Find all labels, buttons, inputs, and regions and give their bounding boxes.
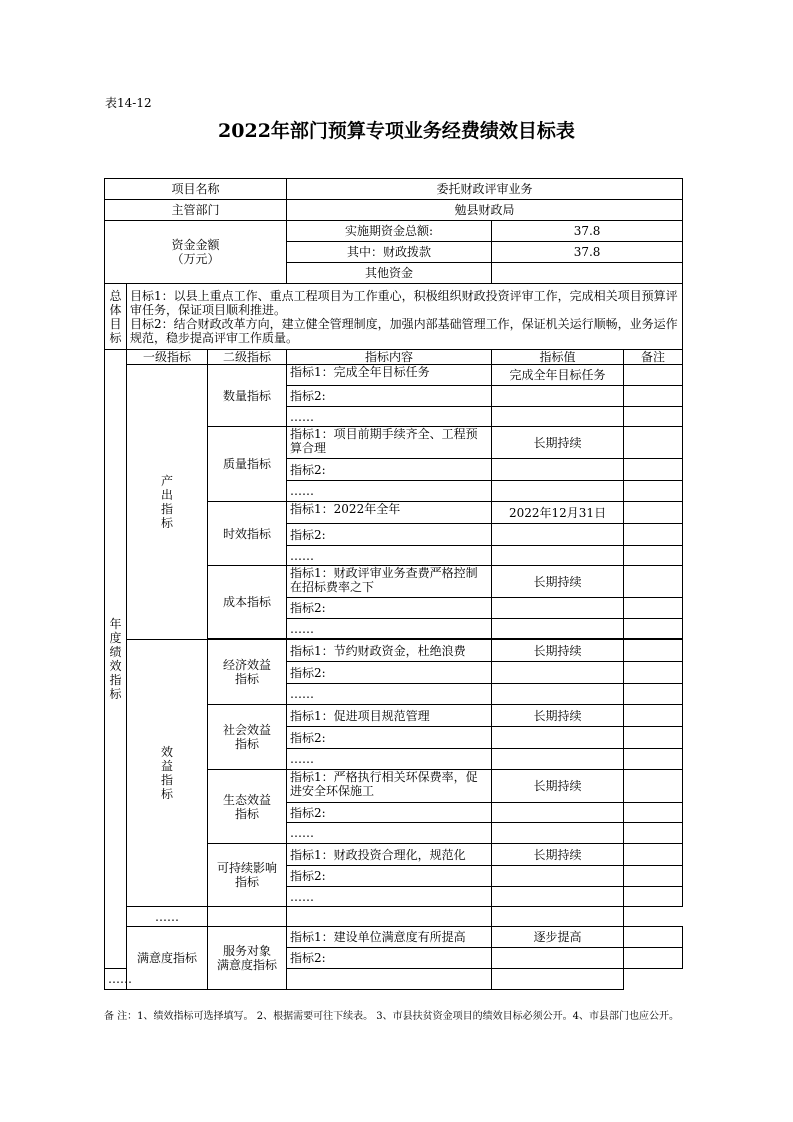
annual-label-char: 标 bbox=[109, 687, 122, 701]
service-remark-1 bbox=[624, 927, 683, 948]
header-content: 指标内容 bbox=[287, 350, 492, 365]
economic-indicator-name bbox=[208, 640, 287, 705]
quality-indicator-2: 指标2: bbox=[287, 459, 492, 481]
sustainable-indicator-1: 指标1：财政投资合理化，规范化 bbox=[287, 844, 492, 866]
sustainable-indicator-name bbox=[208, 844, 287, 907]
social-remark-3 bbox=[624, 749, 683, 770]
other-fund-value bbox=[492, 263, 683, 284]
economic-remark-1 bbox=[624, 640, 683, 662]
economic-remark-2 bbox=[624, 662, 683, 684]
benefit-indicator-label bbox=[127, 640, 208, 907]
timeliness-indicator-2: 指标2: bbox=[287, 524, 492, 546]
satisfaction-indicator-label: 满意度指标 bbox=[127, 927, 208, 990]
output-indicator-label bbox=[127, 365, 208, 640]
annual-label-char: 效 bbox=[109, 659, 122, 673]
social-remark-2 bbox=[624, 727, 683, 749]
sustainable-remark-2 bbox=[624, 866, 683, 887]
timeliness-remark-3 bbox=[624, 546, 683, 566]
timeliness-remark-1 bbox=[624, 502, 683, 524]
output-label-char: 产 bbox=[160, 474, 173, 488]
quality-value-3 bbox=[492, 481, 624, 502]
timeliness-value-1: 2022年12月31日 bbox=[492, 502, 624, 524]
benefit-more-remark bbox=[492, 907, 624, 927]
overall-goal-char: 标 bbox=[109, 330, 122, 345]
total-fund-label: 实施期资金总额: bbox=[287, 221, 492, 242]
table-code: 表14-12 bbox=[105, 96, 152, 110]
service-name-line2: 满意度指标 bbox=[217, 958, 278, 972]
service-value-2 bbox=[492, 948, 624, 969]
ecological-remark-2 bbox=[624, 803, 683, 823]
benefit-more-name: …… bbox=[127, 907, 208, 927]
service-value-1: 逐步提高 bbox=[492, 927, 624, 948]
overall-goal-char: 目 bbox=[109, 316, 122, 331]
timeliness-indicator-name: 时效指标 bbox=[208, 502, 287, 566]
social-indicator-1: 指标1：促进项目规范管理 bbox=[287, 705, 492, 727]
quality-indicator-more: …… bbox=[287, 481, 492, 502]
output-label-char: 标 bbox=[160, 516, 173, 530]
total-fund-value: 37.8 bbox=[492, 221, 683, 242]
fund-label-unit: （万元） bbox=[171, 252, 220, 266]
social-name-line2: 指标 bbox=[235, 737, 260, 751]
annual-label-char: 指 bbox=[109, 673, 122, 687]
overall-goal-label bbox=[105, 284, 127, 350]
dept-value: 勉县财政局 bbox=[287, 200, 683, 221]
benefit-label-char: 效 bbox=[160, 745, 173, 759]
ecological-name-line1: 生态效益 bbox=[223, 792, 272, 807]
header-level1: 一级指标 bbox=[127, 350, 208, 365]
social-name-line1: 社会效益 bbox=[223, 723, 272, 737]
economic-indicator-1: 指标1：节约财政资金，杜绝浪费 bbox=[287, 640, 492, 662]
ecological-value-1: 长期持续 bbox=[492, 770, 624, 803]
cost-remark-3 bbox=[624, 619, 683, 639]
ecological-name-line2: 指标 bbox=[235, 806, 260, 821]
cost-value-1: 长期持续 bbox=[492, 566, 624, 598]
quantity-value-3 bbox=[492, 407, 624, 427]
social-value-3 bbox=[492, 749, 624, 770]
benefit-label-char: 益 bbox=[160, 759, 173, 773]
header-level2: 二级指标 bbox=[208, 350, 287, 365]
quantity-indicator-1: 指标1：完成全年目标任务 bbox=[287, 365, 492, 386]
quantity-indicator-2: 指标2: bbox=[287, 386, 492, 407]
quality-remark-3 bbox=[624, 481, 683, 502]
cost-value-2 bbox=[492, 598, 624, 619]
ecological-indicator-name bbox=[208, 770, 287, 844]
quality-value-1: 长期持续 bbox=[492, 427, 624, 459]
service-value-3 bbox=[287, 969, 492, 990]
quantity-remark-1 bbox=[624, 365, 683, 386]
quality-value-2 bbox=[492, 459, 624, 481]
ecological-remark-3 bbox=[624, 823, 683, 844]
other-fund-label: 其他资金 bbox=[287, 263, 492, 284]
benefit-more-value bbox=[287, 907, 492, 927]
fund-label-text: 资金金额 bbox=[171, 238, 220, 252]
quantity-value-2 bbox=[492, 386, 624, 407]
sustainable-value-3 bbox=[492, 887, 624, 907]
fund-label bbox=[105, 221, 287, 284]
sustainable-indicator-2: 指标2: bbox=[287, 866, 492, 887]
social-indicator-name bbox=[208, 705, 287, 770]
quality-remark-2 bbox=[624, 459, 683, 481]
timeliness-indicator-more: …… bbox=[287, 546, 492, 566]
overall-goal-char: 总 bbox=[109, 288, 122, 303]
cost-indicator-1: 指标1：财政评审业务查费严格控制在招标费率之下 bbox=[287, 566, 492, 598]
economic-name-line2: 指标 bbox=[235, 672, 260, 686]
dept-label: 主管部门 bbox=[105, 200, 287, 221]
output-label-char: 指 bbox=[160, 502, 173, 516]
sustainable-value-1: 长期持续 bbox=[492, 844, 624, 866]
cost-remark-2 bbox=[624, 598, 683, 619]
service-indicator-more: …… bbox=[105, 969, 127, 990]
service-remark-2 bbox=[624, 948, 683, 969]
fiscal-fund-label: 其中：财政拨款 bbox=[287, 242, 492, 263]
economic-indicator-2: 指标2: bbox=[287, 662, 492, 684]
cost-remark-1 bbox=[624, 566, 683, 598]
timeliness-indicator-1: 指标1：2022年全年 bbox=[287, 502, 492, 524]
service-remark-3 bbox=[492, 969, 624, 990]
cost-indicator-2: 指标2: bbox=[287, 598, 492, 619]
project-name-label: 项目名称 bbox=[105, 179, 287, 200]
sustainable-remark-3 bbox=[624, 887, 683, 907]
ecological-value-2 bbox=[492, 803, 624, 823]
quantity-indicator-more: …… bbox=[287, 407, 492, 427]
annual-label-char: 年 bbox=[109, 617, 122, 631]
header-value: 指标值 bbox=[492, 350, 624, 365]
quantity-remark-2 bbox=[624, 386, 683, 407]
economic-value-3 bbox=[492, 684, 624, 705]
economic-value-1: 长期持续 bbox=[492, 640, 624, 662]
service-indicator-1: 指标1：建设单位满意度有所提高 bbox=[287, 927, 492, 948]
cost-indicator-name: 成本指标 bbox=[208, 566, 287, 639]
annual-label-char: 度 bbox=[109, 631, 122, 645]
economic-name-line1: 经济效益 bbox=[223, 658, 272, 672]
header-remark: 备注 bbox=[624, 350, 683, 365]
page-title: 2022年部门预算专项业务经费绩效目标表 bbox=[218, 120, 575, 142]
quality-indicator-1: 指标1：项目前期手续齐全、工程预算合理 bbox=[287, 427, 492, 459]
benefit-more-content bbox=[208, 907, 287, 927]
sustainable-name-line1: 可持续影响 bbox=[217, 861, 278, 875]
overall-goal-char: 体 bbox=[109, 302, 122, 317]
quantity-indicator-name: 数量指标 bbox=[208, 365, 287, 427]
annual-indicator-label bbox=[105, 350, 127, 969]
overall-goal-1: 目标1：以县上重点工作、重点工程项目为工作重心，积极组织财政投资评审工作，完成相关项目预算评审任务，保证项目顺利推进。 bbox=[130, 288, 678, 317]
timeliness-remark-2 bbox=[624, 524, 683, 546]
cost-value-3 bbox=[492, 619, 624, 639]
economic-remark-3 bbox=[624, 684, 683, 705]
ecological-indicator-2: 指标2: bbox=[287, 803, 492, 823]
ecological-indicator-more: …… bbox=[287, 823, 492, 844]
cost-indicator-more: …… bbox=[287, 619, 492, 639]
annual-label-char: 绩 bbox=[109, 645, 122, 659]
sustainable-name-line2: 指标 bbox=[235, 875, 260, 889]
output-label-char: 出 bbox=[160, 488, 173, 502]
ecological-indicator-1: 指标1：严格执行相关环保费率，促进安全环保施工 bbox=[287, 770, 492, 803]
project-name-value: 委托财政评审业务 bbox=[287, 179, 683, 200]
economic-value-2 bbox=[492, 662, 624, 684]
benefit-label-char: 指 bbox=[160, 773, 173, 787]
economic-indicator-more: …… bbox=[287, 684, 492, 705]
social-value-2 bbox=[492, 727, 624, 749]
social-value-1: 长期持续 bbox=[492, 705, 624, 727]
quality-remark-1 bbox=[624, 427, 683, 459]
overall-goal-2: 目标2：结合财政改革方向，建立健全管理制度，加强内部基础管理工作，保证机关运行顺畅，业务运作规范，稳步提高评审工作质量。 bbox=[130, 316, 678, 345]
social-indicator-2: 指标2: bbox=[287, 727, 492, 749]
performance-table bbox=[104, 178, 683, 990]
quantity-remark-3 bbox=[624, 407, 683, 427]
fiscal-fund-value: 37.8 bbox=[492, 242, 683, 263]
benefit-label-char: 标 bbox=[160, 787, 173, 801]
social-remark-1 bbox=[624, 705, 683, 727]
timeliness-value-2 bbox=[492, 524, 624, 546]
social-indicator-more: …… bbox=[287, 749, 492, 770]
sustainable-indicator-more: …… bbox=[287, 887, 492, 907]
sustainable-remark-1 bbox=[624, 844, 683, 866]
service-name-line1: 服务对象 bbox=[223, 944, 272, 958]
sustainable-value-2 bbox=[492, 866, 624, 887]
timeliness-value-3 bbox=[492, 546, 624, 566]
overall-goal-content bbox=[127, 284, 683, 350]
service-indicator-2: 指标2: bbox=[287, 948, 492, 969]
quantity-value-1: 完成全年目标任务 bbox=[492, 365, 624, 386]
ecological-value-3 bbox=[492, 823, 624, 844]
footer-note: 备 注：1、绩效指标可选择填写。 2、根据需要可往下续表。 3、市县扶贫资金项目的绩效目标必须公开。4、市县部门也应公开。 bbox=[104, 1011, 679, 1022]
quality-indicator-name: 质量指标 bbox=[208, 427, 287, 502]
ecological-remark-1 bbox=[624, 770, 683, 803]
service-indicator-name bbox=[208, 927, 287, 990]
